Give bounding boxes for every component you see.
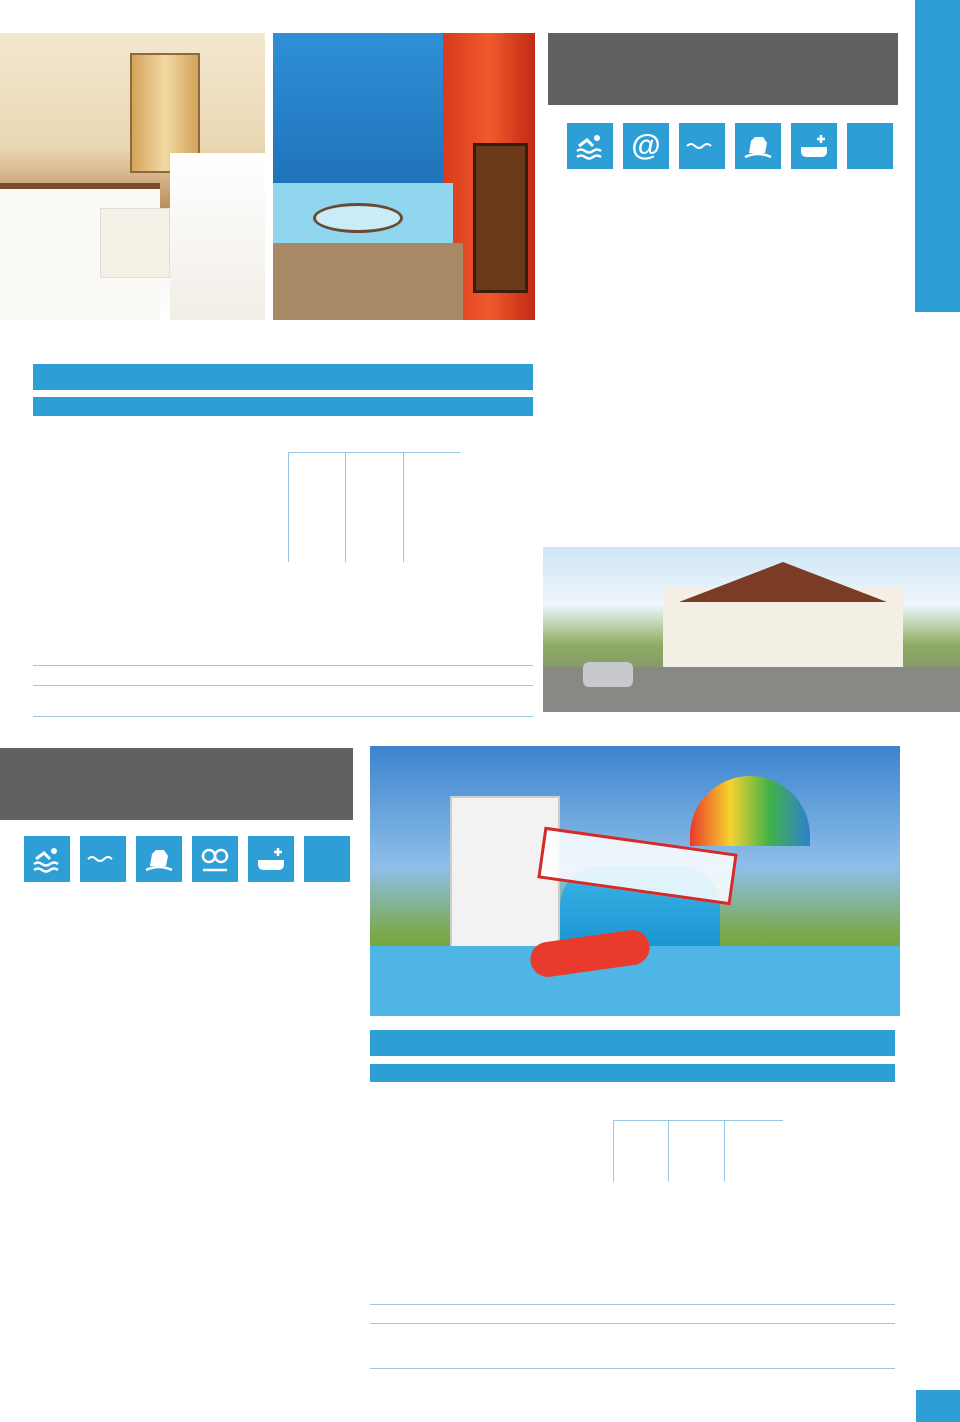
pobierowo-title-bar	[548, 33, 898, 105]
pustkowo-line-a	[370, 1304, 895, 1305]
pustkowo-title-bar	[0, 748, 353, 820]
spa-pool-photo	[273, 33, 535, 320]
playground-horse-icon	[735, 123, 781, 169]
pustkowo-vline-2	[668, 1120, 669, 1182]
swimming-icon	[567, 123, 613, 169]
pobierowo-vline-1	[288, 452, 289, 562]
pobierowo-line-c	[33, 716, 533, 717]
page-number	[916, 1390, 960, 1422]
pobierowo-turnusy-header	[33, 364, 533, 390]
pobierowo-building-photo	[543, 547, 960, 712]
pustkowo-vline-3	[724, 1120, 725, 1182]
pustkowo-line-b	[370, 1323, 895, 1324]
facebook-link[interactable]	[918, 1062, 958, 1362]
pustkowo-icons	[24, 836, 350, 882]
pobierowo-table-head	[33, 416, 533, 562]
pobierowo-line-a	[33, 665, 533, 666]
spa-bath-icon	[791, 123, 837, 169]
pobierowo-head-line	[288, 452, 460, 453]
beach-distance-icon	[679, 123, 725, 169]
side-tab	[915, 0, 960, 312]
pustkowo-vline-1	[613, 1120, 614, 1182]
pobierowo-icons	[567, 123, 893, 169]
pustkowo-line-c	[370, 1368, 895, 1369]
pobierowo-line-b	[33, 685, 533, 686]
swimming-icon	[24, 836, 70, 882]
at-wifi-icon: @	[623, 123, 669, 169]
pobierowo-vline-2	[345, 452, 346, 562]
playground-horse-icon	[136, 836, 182, 882]
pobierowo-seasons	[33, 397, 533, 416]
pustkowo-zakwaterowanie	[24, 1104, 334, 1137]
spa-bath-icon	[248, 836, 294, 882]
pustkowo-turnusy-header	[370, 1030, 895, 1056]
beach-distance-icon	[80, 836, 126, 882]
pobierowo-zakwaterowanie	[567, 334, 879, 367]
pobierowo-vline-3	[403, 452, 404, 562]
parking-icon	[847, 123, 893, 169]
kids-icon	[192, 836, 238, 882]
parking-icon	[304, 836, 350, 882]
pustkowo-head-line	[613, 1120, 783, 1121]
pustkowo-seasons	[370, 1064, 895, 1082]
hotel-room-photo	[0, 33, 265, 320]
